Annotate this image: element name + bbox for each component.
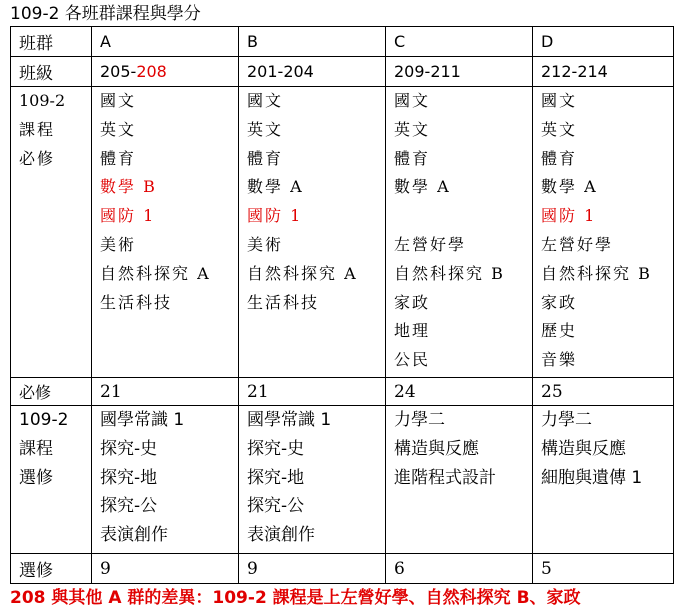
course-item: 公民	[394, 350, 431, 370]
course-item: 美術	[100, 234, 137, 254]
course-item: 探究-公	[247, 496, 305, 517]
course-item	[394, 202, 532, 231]
course-item: 英文	[100, 119, 137, 139]
group-d-elective-credits: 5	[533, 554, 674, 584]
course-item: 英文	[541, 119, 578, 139]
group-b-required	[239, 87, 386, 378]
course-item: 國防 1	[541, 206, 597, 226]
course-item: 國文	[541, 91, 578, 110]
course-item: 國文	[394, 91, 431, 110]
course-item: 構造與反應	[541, 438, 626, 459]
course-item: 家政	[394, 292, 431, 312]
course-item: 探究-史	[247, 438, 305, 459]
group-c-required-credits: 24	[386, 378, 533, 406]
required-courses-row	[11, 87, 674, 378]
required-label-line: 109-2	[19, 91, 66, 110]
course-item: 力學二	[394, 410, 445, 430]
course-item: 國防 1	[247, 206, 303, 226]
group-d-required-credits: 25	[533, 378, 674, 406]
group-b-header: B	[239, 27, 386, 57]
course-item: 自然科探究 B	[541, 263, 652, 283]
group-a-header: A	[92, 27, 239, 57]
course-item: 左營好學	[394, 234, 467, 254]
group-a-required-credits: 21	[92, 378, 239, 406]
course-item: 家政	[541, 292, 578, 312]
required-credits-label: 必修	[11, 378, 92, 406]
group-a-classes-prefix: 205-	[100, 62, 137, 81]
group-a-classes-highlight: 208	[136, 62, 167, 81]
course-item: 音樂	[541, 350, 578, 370]
course-item: 歷史	[541, 321, 578, 341]
course-item: 數學 A	[394, 177, 451, 197]
group-a-required	[92, 87, 239, 378]
course-item: 生活科技	[247, 292, 320, 312]
course-item: 數學 A	[247, 177, 304, 197]
group-c-header: C	[386, 27, 533, 57]
group-c-required	[386, 87, 533, 378]
group-a-classes	[92, 57, 239, 87]
course-item: 自然科探究 A	[247, 263, 358, 283]
course-table	[10, 26, 674, 584]
course-item: 生活科技	[100, 292, 173, 312]
course-item: 體育	[394, 148, 431, 168]
course-item: 國學常識 1	[100, 410, 185, 430]
course-item: 體育	[247, 148, 284, 168]
group-a-elective	[92, 406, 239, 554]
header-label: 班群	[11, 27, 92, 57]
group-c-elective	[386, 406, 533, 554]
course-item: 英文	[394, 119, 431, 139]
group-b-elective-credits: 9	[239, 554, 386, 584]
difference-note: 208 與其他 A 群的差異：109-2 課程是上左營好學、自然科探究 B、家政	[10, 588, 581, 608]
course-item: 細胞與遺傳 1	[541, 467, 643, 488]
course-item: 進階程式設計	[394, 467, 496, 488]
group-c-elective-credits: 6	[386, 554, 533, 584]
course-item: 左營好學	[541, 234, 614, 254]
course-item: 探究-公	[100, 496, 158, 517]
group-b-elective	[239, 406, 386, 554]
course-item: 國防 1	[100, 206, 156, 226]
course-item: 表演創作	[100, 525, 168, 546]
group-d-elective	[533, 406, 674, 554]
elective-label	[11, 406, 92, 554]
classes-label: 班級	[11, 57, 92, 87]
group-d-header: D	[533, 27, 674, 57]
group-b-classes: 201-204	[239, 57, 386, 87]
elective-label-line: 109-2	[19, 410, 69, 430]
elective-label-line: 課程	[19, 438, 53, 459]
course-item: 體育	[541, 148, 578, 168]
group-c-classes: 209-211	[386, 57, 533, 87]
course-item: 英文	[247, 119, 284, 139]
page-title: 109-2 各班群課程與學分	[10, 4, 201, 24]
course-item: 體育	[100, 148, 137, 168]
course-item: 構造與反應	[394, 438, 479, 459]
course-item: 美術	[247, 234, 284, 254]
group-d-required	[533, 87, 674, 378]
elective-label-line: 選修	[19, 467, 53, 488]
group-d-classes: 212-214	[533, 57, 674, 87]
group-b-required-credits: 21	[239, 378, 386, 406]
course-item: 探究-地	[247, 467, 305, 488]
course-item: 數學 A	[541, 177, 598, 197]
course-item: 國文	[247, 91, 284, 110]
elective-credits-label: 選修	[11, 554, 92, 584]
course-item: 數學 B	[100, 177, 157, 197]
course-item: 國文	[100, 91, 137, 110]
header-row	[11, 27, 674, 57]
course-item: 自然科探究 A	[100, 263, 211, 283]
course-item: 自然科探究 B	[394, 263, 505, 283]
course-item: 表演創作	[247, 525, 315, 546]
required-credits-row	[11, 378, 674, 406]
group-a-elective-credits: 9	[92, 554, 239, 584]
course-item: 國學常識 1	[247, 410, 332, 430]
course-item: 探究-史	[100, 438, 158, 459]
required-label	[11, 87, 92, 378]
required-label-line: 必修	[19, 148, 56, 168]
classes-row	[11, 57, 674, 87]
course-item: 力學二	[541, 410, 592, 430]
course-item: 地理	[394, 321, 431, 341]
elective-courses-row	[11, 406, 674, 554]
required-label-line: 課程	[19, 119, 56, 139]
course-item: 探究-地	[100, 467, 158, 488]
elective-credits-row	[11, 554, 674, 584]
